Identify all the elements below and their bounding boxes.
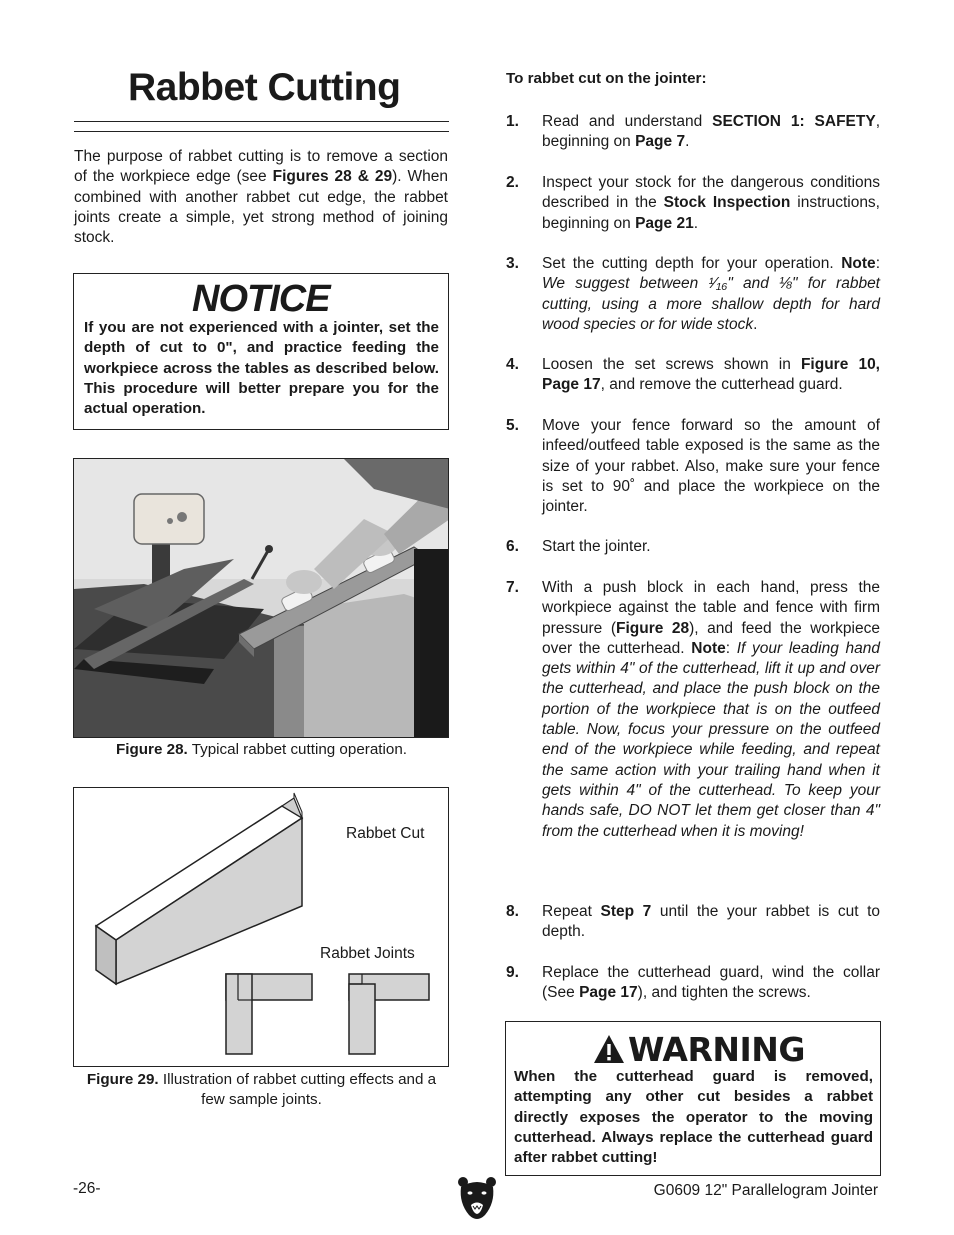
step-6: 6. Start the jointer. [506,538,651,555]
warning-triangle-icon [592,1033,626,1065]
step-8: 8. Repeat Step 7 until the your rabbet is cut to depth. [506,903,880,941]
step-5: 5. Move your fence forward so the amount of infeed/outfeed table exposed is the same as the size of your rabbet. Also, make sure your fence is set to 90˚ and place the workpiece on the jointer. [506,417,880,516]
page-title: Rabbet Cutting [128,66,401,109]
notice-box [73,273,449,430]
step-9: 9. Replace the cutterhead guard, wind the collar (See Page 17), and tighten the screws. [506,964,880,1002]
step-2: 2. Inspect your stock for the dangerous conditions described in the Stock Inspection instructions, beginning on Page 21. [506,174,880,232]
rabbet-joints-label: Rabbet Joints [320,945,415,962]
notice-title: NOTICE [192,278,330,320]
figure-29-illustration [73,787,449,1067]
title-rule-bottom [74,131,449,132]
procedure-heading: To rabbet cut on the jointer: [506,70,707,87]
rabbet-cut-label: Rabbet Cut [346,825,425,842]
step-4: 4. Loosen the set screws shown in Figure 10, Page 17, and remove the cutterhead guard. [506,356,880,394]
warning-box [505,1021,881,1176]
step-3: 3. Set the cutting depth for your operation. Note: We suggest between ¹⁄₁₆" and ⅛" for rabbet cutting, using a more shallow depth for hard wood species or for wide stock. [506,255,880,333]
footer-model: G0609 12" Parallelogram Jointer [653,1182,878,1199]
warning-title: WARNING [628,1029,805,1069]
page-number: -26- [73,1180,101,1197]
warning-text: When the cutterhead guard is removed, attempting any other cut besides a rabbet directly exposes the operator to the moving cutterhead. Always replace the cutterhead guard after rabbet cutting! [514,1068,873,1167]
title-rule-top [74,121,449,122]
jointer-photo-illustration [74,459,449,738]
warning-header [592,1030,805,1068]
step-1: 1. Read and understand SECTION 1: SAFETY, beginning on Page 7. [506,113,880,151]
figure-28-photo [73,458,449,738]
intro-paragraph: The purpose of rabbet cutting is to remove a section of the workpiece edge (see Figures 28 & 29). When combined with another rabbet cut edge, the rabbet joints create a simple, yet strong method of joining stock. [74,148,449,247]
figure-28-caption: Figure 28. Typical rabbet cutting operation. [116,741,407,758]
figure-29-caption: Figure 29. Illustration of rabbet cutting effects and a few sample joints. [86,1071,437,1109]
grizzly-bear-logo-icon [457,1175,497,1223]
step-7: 7. With a push block in each hand, press the workpiece against the table and fence with firm pressure (Figure 28), and feed the workpiece over the cutterhead. Note: If your leading hand gets within 4" of the cutterhead, lift it up and over the cutterhead, and place the push block on the portion of the workpiece that is on the outfeed table. Now, focus your pressure on the outfeed end of the workpiece while feeding, and repeat the same action with your trailing hand when it gets within 4" of the cutterhead. To keep your hands safe, DO NOT let them get closer than 4" from the cutterhead when it is moving! [506,579,881,840]
notice-text: If you are not experienced with a jointer, set the depth of cut to 0", and practice feeding the workpiece across the tables as described below. This procedure will better prepare you for the actual operation. [84,319,439,418]
